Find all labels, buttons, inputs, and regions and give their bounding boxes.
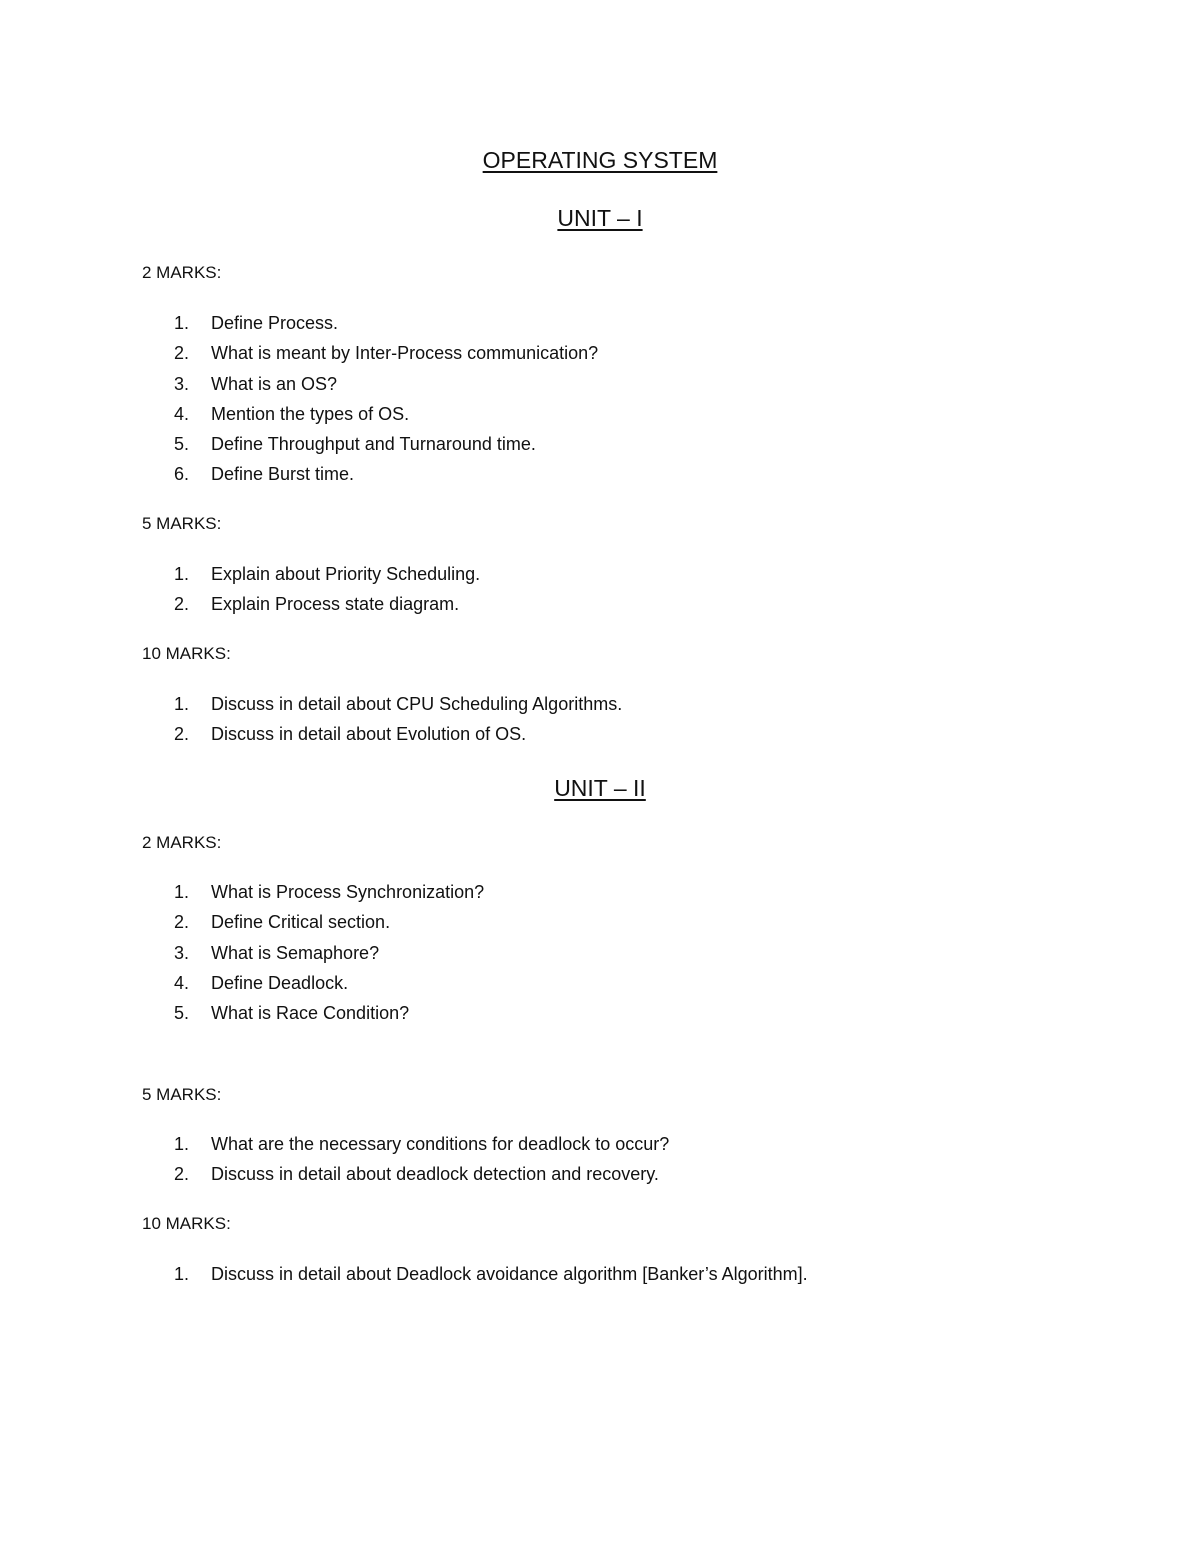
question-text: Mention the types of OS. bbox=[211, 403, 410, 424]
question-text: Discuss in detail about CPU Scheduling Algorithms. bbox=[211, 694, 623, 714]
question-text: Explain Process state diagram. bbox=[211, 594, 460, 615]
question-number: 2. bbox=[174, 912, 190, 933]
question-number: 4. bbox=[174, 403, 190, 424]
unit-heading-1: UNIT – I bbox=[557, 205, 643, 231]
question-number: 5. bbox=[174, 434, 190, 455]
question-number: 1. bbox=[174, 564, 190, 584]
document-title: OPERATING SYSTEM bbox=[482, 147, 718, 173]
question-number: 5. bbox=[174, 1003, 190, 1024]
question-number: 4. bbox=[174, 972, 190, 993]
question-text: Define Throughput and Turnaround time. bbox=[211, 434, 536, 455]
question-number: 6. bbox=[174, 464, 190, 485]
section-label-unit1-10marks: 10 MARKS: bbox=[142, 644, 231, 663]
question-number: 1. bbox=[174, 1264, 190, 1284]
section-label-unit2-2marks: 2 MARKS: bbox=[142, 833, 222, 852]
question-text: Discuss in detail about Deadlock avoidance algorithm [Banker’s Algorithm]. bbox=[211, 1264, 808, 1284]
question-text: What is Process Synchronization? bbox=[211, 882, 485, 902]
section-label-unit2-10marks: 10 MARKS: bbox=[142, 1214, 231, 1233]
question-text: Define Deadlock. bbox=[211, 972, 349, 993]
question-text: What is Semaphore? bbox=[211, 942, 380, 963]
question-text: What is an OS? bbox=[211, 373, 338, 394]
question-text: Discuss in detail about deadlock detection and recovery. bbox=[211, 1164, 659, 1185]
section-label-unit1-2marks: 2 MARKS: bbox=[142, 263, 222, 282]
question-text: Define Critical section. bbox=[211, 912, 391, 933]
question-number: 1. bbox=[174, 1134, 190, 1154]
question-text: What is meant by Inter-Process communication? bbox=[211, 343, 599, 364]
question-text: Define Burst time. bbox=[211, 464, 355, 485]
question-number: 2. bbox=[174, 594, 190, 615]
question-number: 3. bbox=[174, 942, 190, 963]
section-label-unit1-5marks: 5 MARKS: bbox=[142, 514, 222, 533]
question-text: What is Race Condition? bbox=[211, 1003, 410, 1024]
question-number: 2. bbox=[174, 1164, 190, 1185]
question-number: 1. bbox=[174, 694, 190, 714]
question-text: Define Process. bbox=[211, 313, 339, 333]
question-number: 1. bbox=[174, 882, 190, 902]
question-number: 2. bbox=[174, 724, 190, 745]
unit-heading-2: UNIT – II bbox=[554, 775, 646, 801]
question-text: Explain about Priority Scheduling. bbox=[211, 564, 481, 584]
question-text: What are the necessary conditions for deadlock to occur? bbox=[211, 1134, 670, 1154]
question-text: Discuss in detail about Evolution of OS. bbox=[211, 724, 527, 745]
question-number: 1. bbox=[174, 313, 190, 333]
question-number: 2. bbox=[174, 343, 190, 364]
section-label-unit2-5marks: 5 MARKS: bbox=[142, 1085, 222, 1104]
question-number: 3. bbox=[174, 373, 190, 394]
